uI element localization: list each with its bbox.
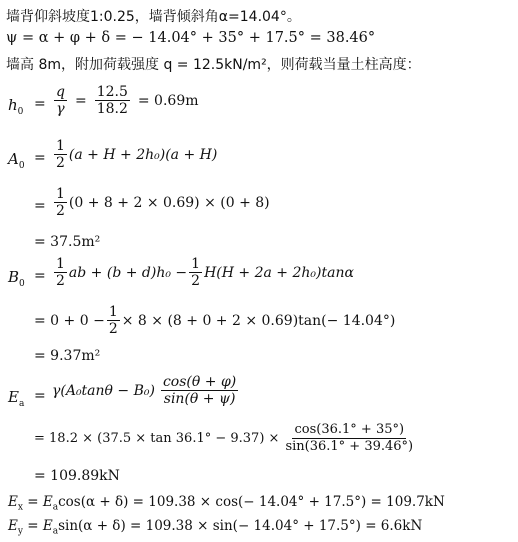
h0-rhs: $\frac{q}{\gamma}$ = $\frac{12.5}{18.2}$ = 0.69m	[56, 84, 199, 117]
Ea-line2: = 18.2 × (37.5 × tan 36.1° − 9.37) × $\frac{\cos(36.1^\circ + 35^\circ)}{\sin(36.1^\circ + 39.46^\circ)}$	[34, 422, 414, 454]
A0-lhs: $A_0$	[8, 150, 25, 171]
line-wall-height: 墙高 8m，附加荷载强度 q = 12.5kN/m²，则荷载当量土柱高度：	[6, 57, 421, 73]
Ea-line1: γ(A₀tanθ − B₀) $\frac{\cos(\theta + \varphi)}{\sin(\theta + \psi)}$	[52, 374, 237, 407]
B0-lhs: $B_0$	[8, 268, 25, 289]
line-psi-equation: ψ = α + φ + δ = − 14.04° + 35° + 17.5° = 38.46°	[6, 30, 376, 46]
A0-line2: $\frac{1}{2}$ (0 + 8 + 2 × 0.69) × (0 + 8)	[56, 186, 270, 219]
eq-Ey: $E_y = E_a\sin(\alpha + \delta) = 109.38 \times \sin(- 14.04^\circ + 17.5^\circ) = 6.6kN$	[8, 518, 423, 537]
A0-line3: = 37.5m²	[34, 234, 101, 250]
B0-line2: = 0 + 0 − $\frac{1}{2}$ × 8 × (8 + 0 + 2 × 0.69)tan(− 14.04°)	[34, 304, 396, 337]
A0-line1: $\frac{1}{2}$ (a + H + 2h₀)(a + H)	[56, 138, 218, 171]
eq-Ex: $E_x = E_a\cos(\alpha + \delta) = 109.38 \times \cos(- 14.04^\circ + 17.5^\circ) = 109.7kN$	[8, 494, 445, 513]
B0-line3: = 9.37m²	[34, 348, 101, 364]
line-wall-slope: 墙背仰斜坡度1:0.25，墙背倾斜角α=14.04°。	[6, 9, 301, 25]
Ea-line3: = 109.89kN	[34, 468, 120, 484]
B0-line1: $\frac{1}{2}$ ab + (b + d)h₀ − $\frac{1}{2}$ H(H + 2a + 2h₀)tanα	[56, 256, 354, 289]
h0-lhs: $h_0$	[8, 96, 24, 117]
Ea-lhs: $E_a$	[8, 388, 25, 409]
